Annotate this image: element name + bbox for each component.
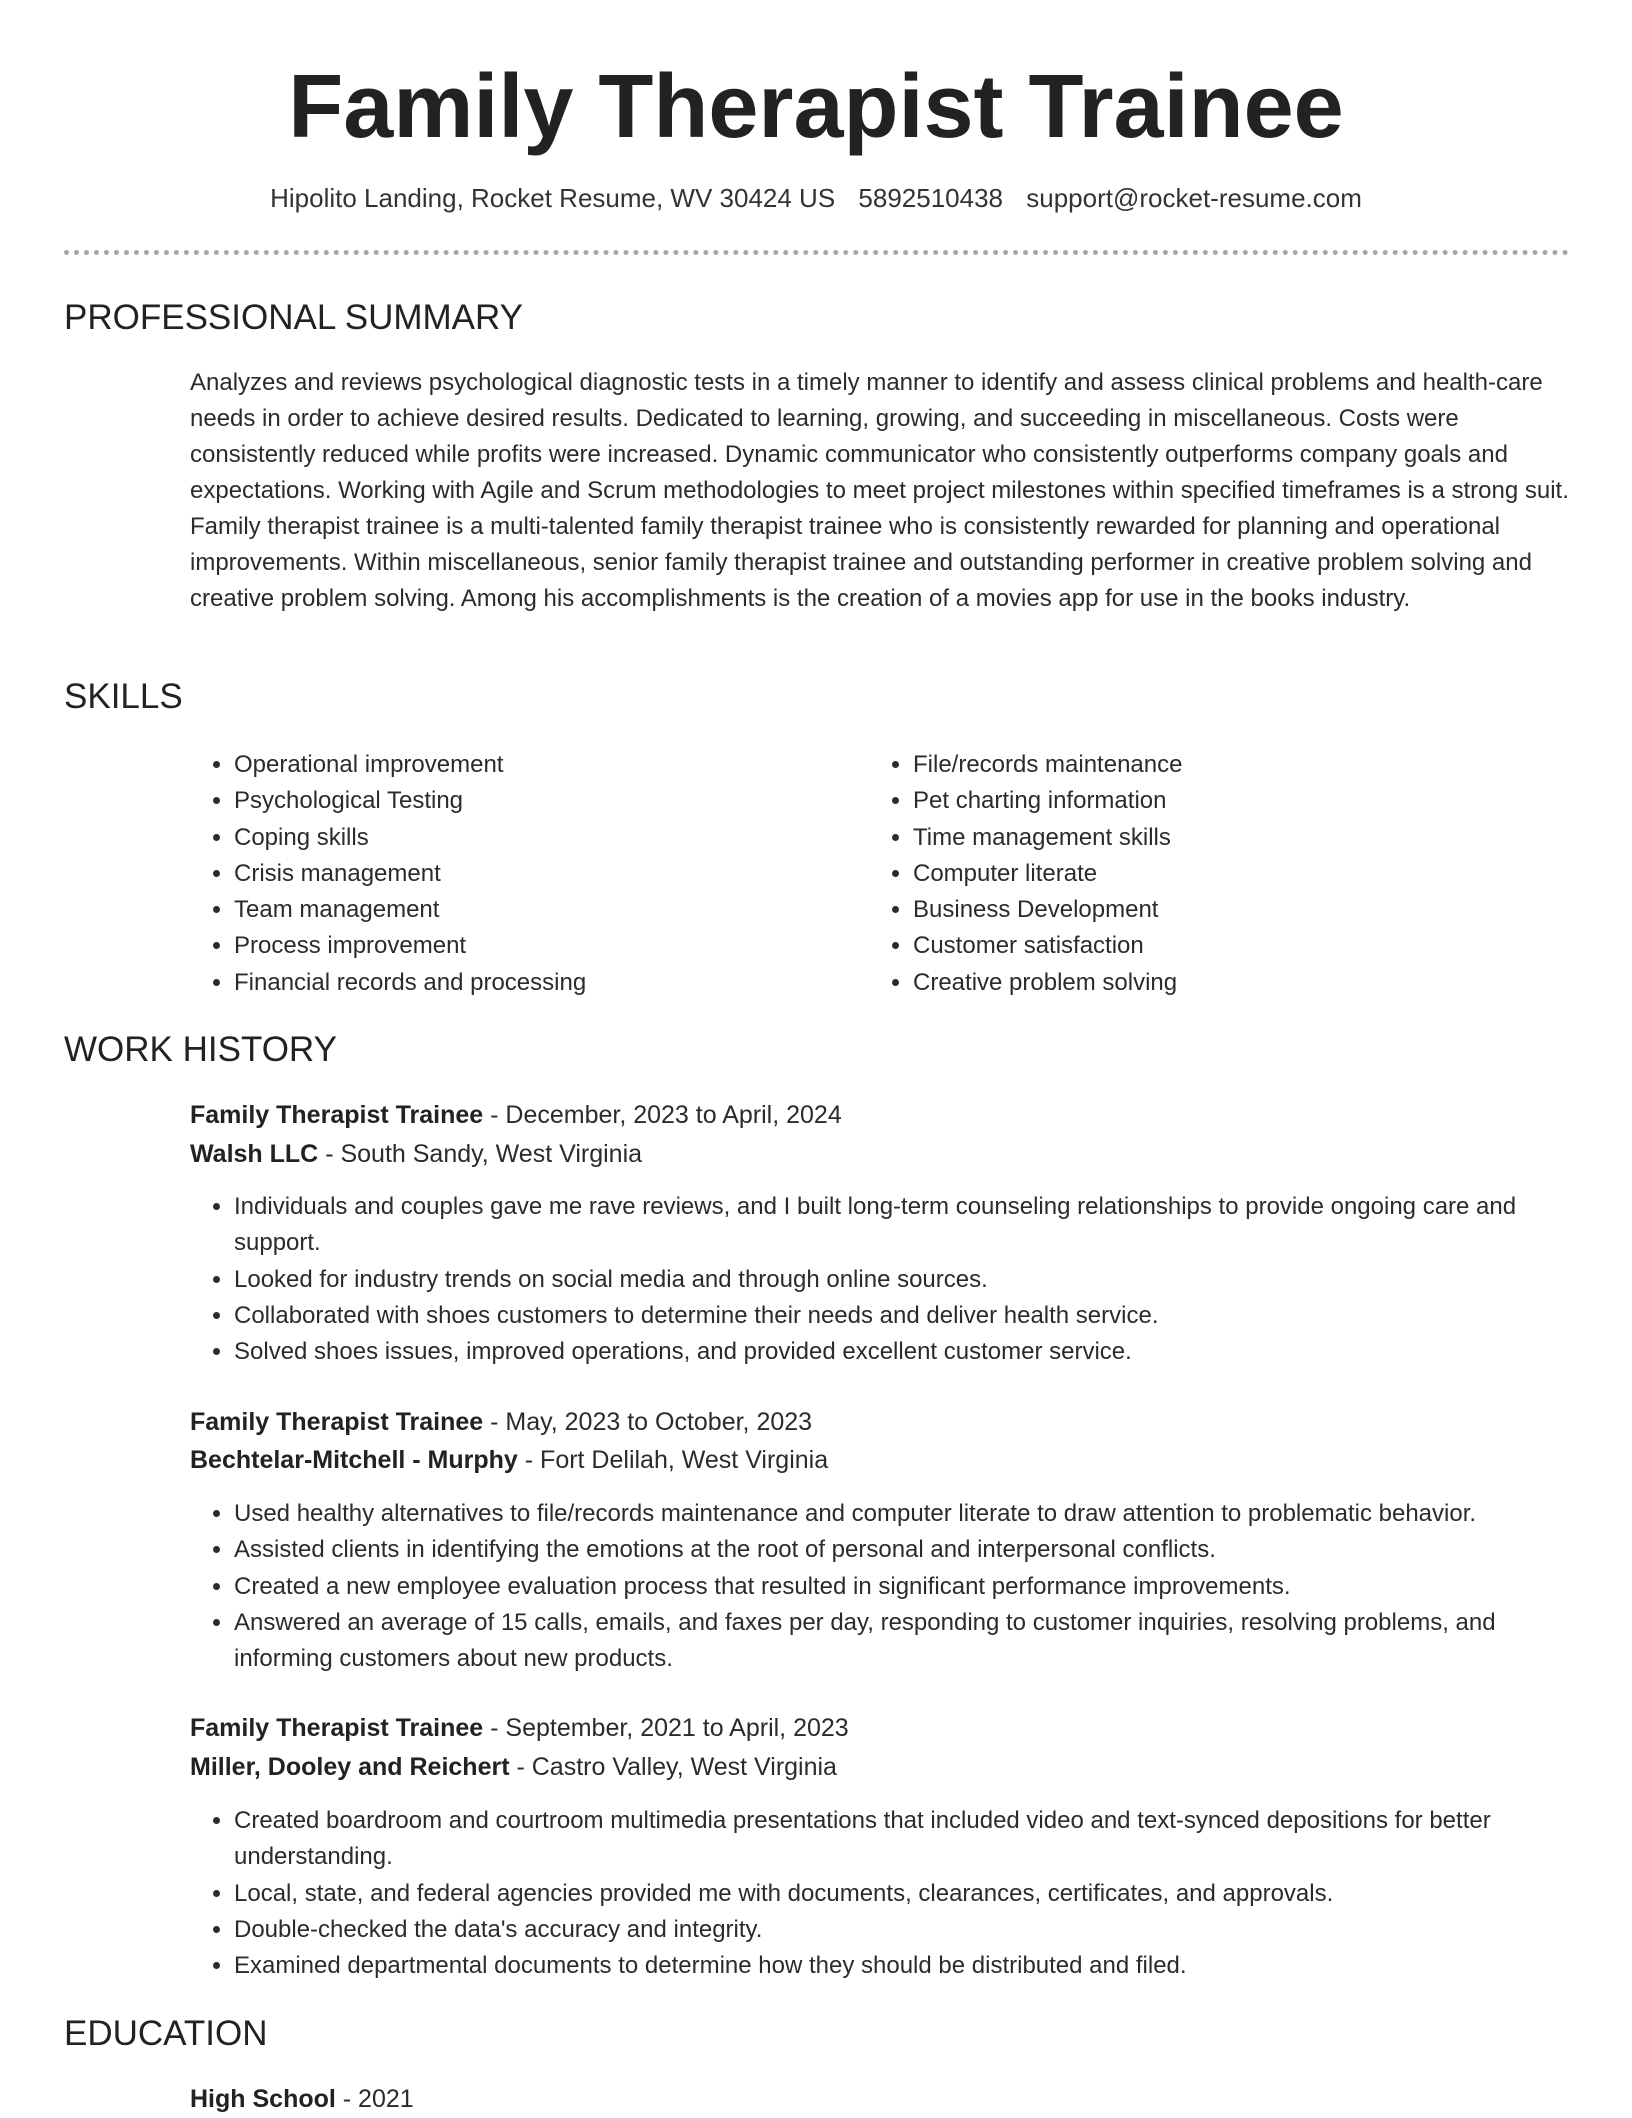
job-duty: • Used healthy alternatives to file/records maintenance and computer literate to draw attention to problematic behavior. (234, 1496, 1580, 1532)
job-duty: • Individuals and couples gave me rave reviews, and I built long-term counseling relationships to provide ongoing care and support. (234, 1189, 1580, 1262)
contact-address: Hipolito Landing, Rocket Resume, WV 30424 US (270, 183, 836, 213)
contact-line (0, 180, 1632, 216)
job-dates: - December, 2023 to April, 2024 (483, 1101, 842, 1129)
job-duties (190, 1496, 1580, 1677)
skill-item: • Crisis management (234, 856, 850, 892)
skill-item: • Computer literate (913, 856, 1569, 892)
job-dates: - September, 2021 to April, 2023 (483, 1714, 849, 1742)
job-company-line (190, 1441, 828, 1479)
job-company-line (190, 1748, 837, 1786)
skill-item: • Coping skills (234, 820, 850, 856)
job-duty: • Assisted clients in identifying the emotions at the root of personal and interpersonal conflicts. (234, 1532, 1580, 1568)
job-location: - Fort Delilah, West Virginia (517, 1446, 829, 1474)
skill-item: • Pet charting information (913, 783, 1569, 819)
skills-heading: SKILLS (64, 677, 183, 716)
skills-list-left (190, 747, 850, 1001)
job-duty: • Double-checked the data's accuracy and integrity. (234, 1912, 1580, 1948)
summary-text: Analyzes and reviews psychological diagnostic tests in a timely manner to identify and assess clinical problems and health-care needs in order to achieve desired results. Dedicated to learning, growing, and succeeding in miscellaneous. Costs were consistently reduced while profits were increased. Dynamic communicator who consistently outperforms company goals and expectations. Working with Agile and Scrum methodologies to meet project milestones within specified timeframes is a strong suit. Family therapist trainee is a multi-talented family therapist trainee who is consistently rewarded for planning and operational improvements. Within miscellaneous, senior family therapist trainee and outstanding performer in creative problem solving and creative problem solving. Among his accomplishments is the creation of a movies app for use in the books industry. (190, 369, 1569, 612)
skill-item: • Psychological Testing (234, 783, 850, 819)
skill-item: • Customer satisfaction (913, 928, 1569, 964)
job-company: Walsh LLC (190, 1140, 319, 1168)
skill-item: • Operational improvement (234, 747, 850, 783)
job-duty: • Created boardroom and courtroom multimedia presentations that included video and text-synced depositions for better understanding. (234, 1803, 1580, 1876)
job-duty: • Collaborated with shoes customers to determine their needs and deliver health service. (234, 1298, 1580, 1334)
job-location: - South Sandy, West Virginia (318, 1140, 643, 1168)
skills-column-left (190, 747, 850, 1001)
skills-list-right (869, 747, 1569, 1001)
skill-item: • Business Development (913, 892, 1569, 928)
job-title: Family Therapist Trainee (190, 1408, 484, 1436)
job-title-line (190, 1096, 842, 1134)
skill-item: • Creative problem solving (913, 965, 1569, 1001)
job-duty: • Answered an average of 15 calls, emails, and faxes per day, responding to customer inquiries, resolving problems, and informing customers about new products. (234, 1605, 1580, 1678)
job-duties (190, 1189, 1580, 1370)
education-entry (190, 2080, 414, 2118)
job-title-line (190, 1709, 849, 1747)
job-company-line (190, 1135, 642, 1173)
job-duty: • Looked for industry trends on social media and through online sources. (234, 1262, 1580, 1298)
contact-phone: 5892510438 (858, 183, 1004, 213)
education-heading: EDUCATION (64, 2014, 268, 2053)
skill-item: • Time management skills (913, 820, 1569, 856)
job-duties (190, 1803, 1580, 1984)
skills-column-right (869, 747, 1569, 1001)
job-title: Family Therapist Trainee (190, 1714, 484, 1742)
job-duty: • Local, state, and federal agencies provided me with documents, clearances, certificates, and approvals. (234, 1876, 1580, 1912)
education-year: - 2021 (335, 2085, 414, 2113)
job-title-line (190, 1403, 812, 1441)
skill-item: • Team management (234, 892, 850, 928)
education-degree: High School (190, 2085, 336, 2113)
header-divider (64, 250, 1569, 255)
candidate-name: Family Therapist Trainee (288, 57, 1344, 157)
job-duty: • Examined departmental documents to determine how they should be distributed and filed. (234, 1948, 1580, 1984)
work-history-heading: WORK HISTORY (64, 1030, 337, 1069)
job-title: Family Therapist Trainee (190, 1101, 484, 1129)
job-dates: - May, 2023 to October, 2023 (483, 1408, 813, 1436)
contact-email[interactable]: support@rocket-resume.com (1026, 183, 1362, 213)
job-company: Miller, Dooley and Reichert (190, 1753, 510, 1781)
job-company: Bechtelar-Mitchell - Murphy (190, 1446, 518, 1474)
summary-heading: PROFESSIONAL SUMMARY (64, 298, 523, 337)
skill-item: • Financial records and processing (234, 965, 850, 1001)
job-duty: • Solved shoes issues, improved operations, and provided excellent customer service. (234, 1334, 1580, 1370)
job-duty: • Created a new employee evaluation process that resulted in significant performance improvements. (234, 1569, 1580, 1605)
skill-item: • Process improvement (234, 928, 850, 964)
skill-item: • File/records maintenance (913, 747, 1569, 783)
job-location: - Castro Valley, West Virginia (509, 1753, 837, 1781)
